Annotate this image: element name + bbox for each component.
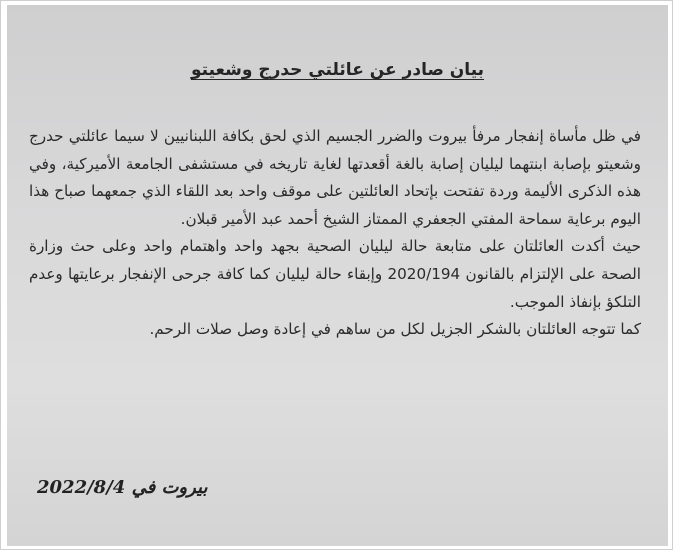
paragraph-3: كما تتوجه العائلتان بالشكر الجزيل لكل من ساهم في إعادة وصل صلات الرحم. [149, 320, 641, 339]
document-body [29, 123, 641, 344]
paper-sheet [7, 5, 668, 546]
paragraph-1: في ظل مأساة إنفجار مرفأ بيروت والضرر الجسيم الذي لحق بكافة اللبنانيين لا سيما عائلتي حدرج وشعيتو بإصابة ابنتهما ليليان إصابة بالغة أقعدتها لغاية تاريخه في مستشفى الجامعة الأميركية، وفي هذه الذكرى الأليمة وردة تفتحت بإتحاد العائلتين على موقف واحد بعد اللقاء الذي جمعهما صباح هذا اليوم برعاية سماحة المفتي الجعفري الممتاز الشيخ أحمد عبد الأمير قبلان. [29, 127, 641, 228]
document-title [7, 60, 668, 80]
document-title-text: بيان صادر عن عائلتي حدرج وشعيتو [190, 60, 485, 80]
date-line: بيروت في 2022/8/4 [37, 477, 208, 498]
paragraph-2: حيث أكدت العائلتان على متابعة حالة ليليان الصحية بجهد واحد واهتمام واحد وعلى حث وزارة الصحة على الإلتزام بالقانون 2020/194 وإبقاء حالة ليليان كما كافة جرحى الإنفجار برعايتها وعدم التلكؤ بإنفاذ الموجب. [29, 237, 641, 311]
